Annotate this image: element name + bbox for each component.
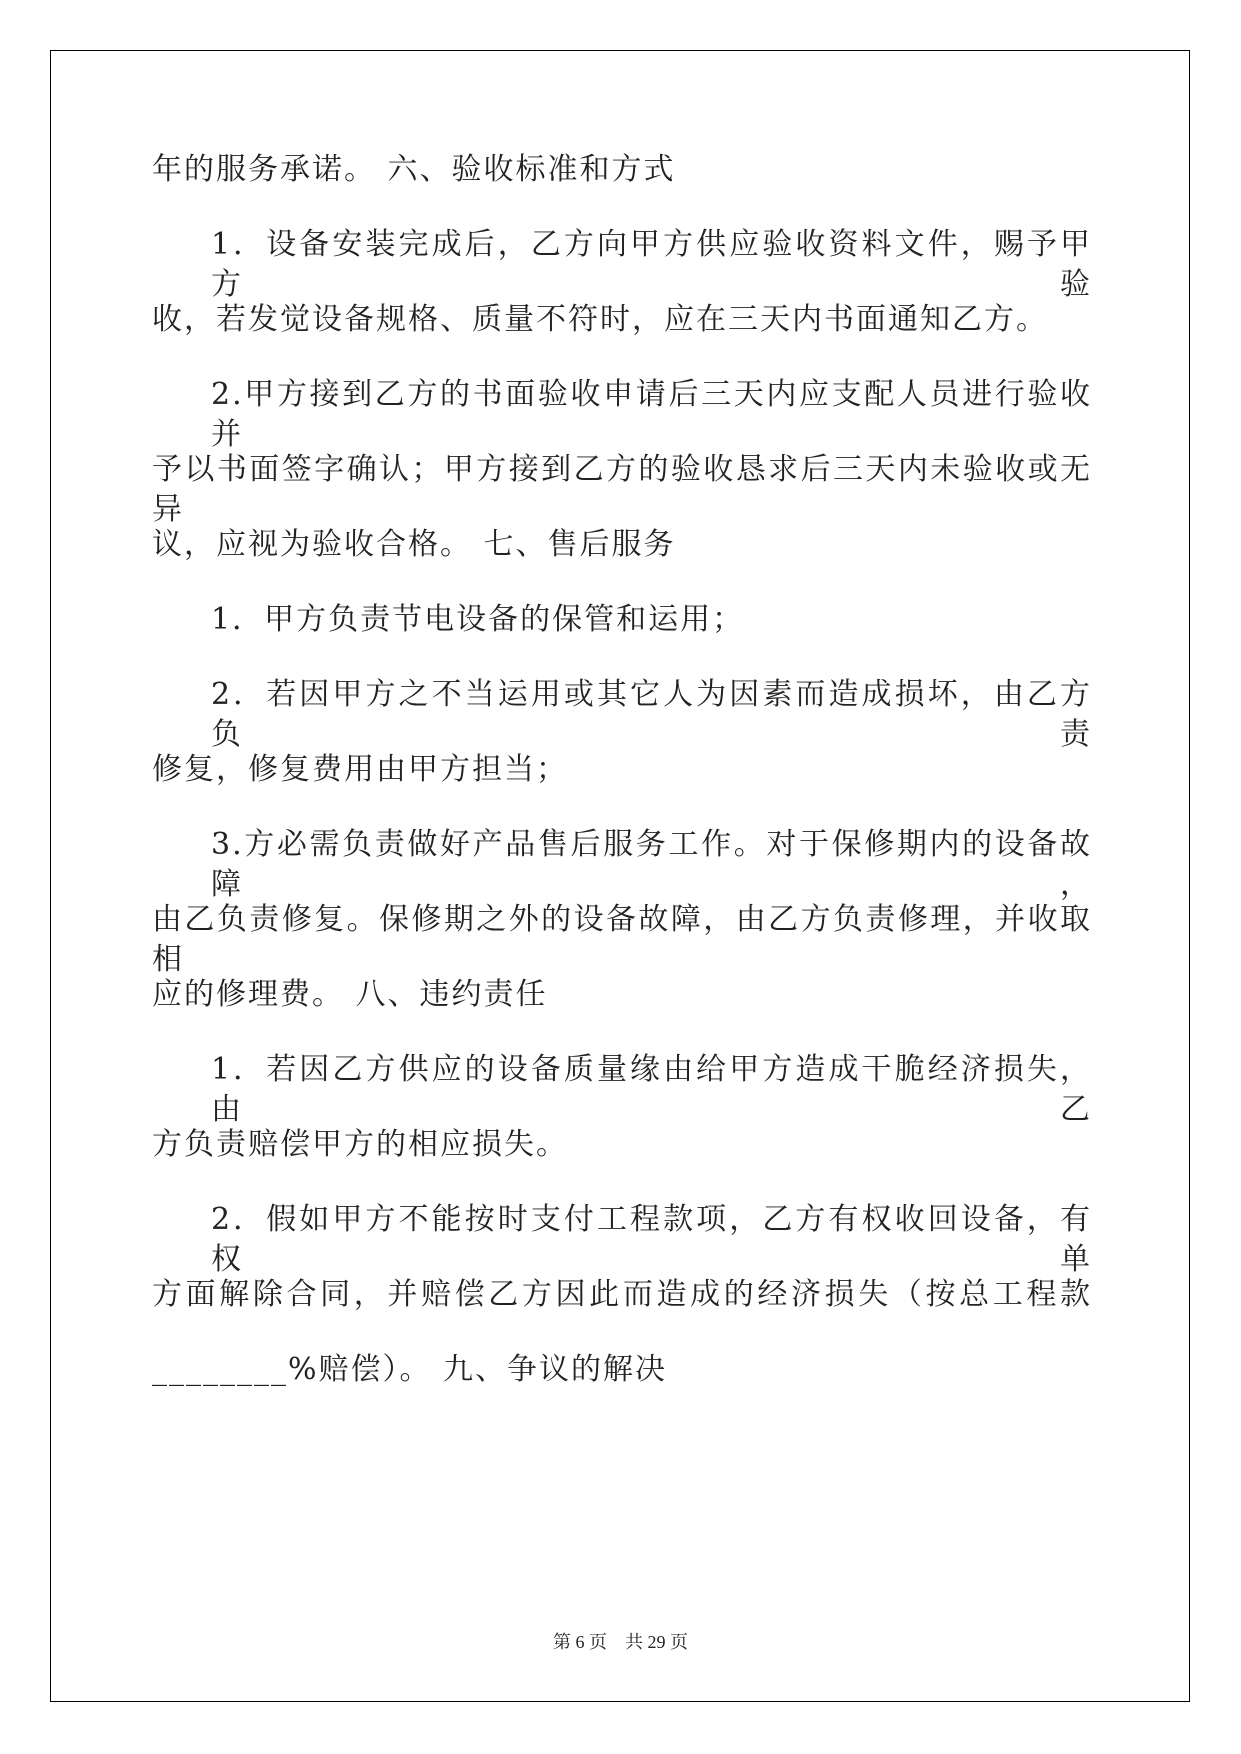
text-line: ________%赔偿）。 九、争议的解决 — [152, 1352, 668, 1387]
text-line: 方面解除合同，并赔偿乙方因此而造成的经济损失（按总工程款 — [152, 1277, 1092, 1312]
text-line: 收，若发觉设备规格、质量不符时，应在三天内书面通知乙方。 — [152, 302, 1048, 337]
text-line: 3.方必需负责做好产品售后服务工作。对于保修期内的设备故障， — [211, 827, 1092, 902]
text-line: 方负责赔偿甲方的相应损失。 — [152, 1127, 568, 1162]
text-line: 应的修理费。 八、违约责任 — [152, 977, 548, 1012]
text-line: 2．假如甲方不能按时支付工程款项，乙方有权收回设备，有权单 — [211, 1202, 1092, 1277]
total-pages: 共 29 页 — [625, 1632, 688, 1652]
text-line: 年的服务承诺。 六、验收标准和方式 — [152, 152, 676, 187]
text-line: 议，应视为验收合格。 七、售后服务 — [152, 527, 676, 562]
text-line: 1．甲方负责节电设备的保管和运用； — [211, 602, 745, 637]
text-line: 2.甲方接到乙方的书面验收申请后三天内应支配人员进行验收并 — [211, 377, 1092, 452]
text-line: 修复，修复费用由甲方担当； — [152, 752, 568, 787]
text-line: 由乙负责修复。保修期之外的设备故障，由乙方负责修理，并收取相 — [152, 902, 1092, 977]
text-line: 1．设备安装完成后，乙方向甲方供应验收资料文件，赐予甲方验 — [211, 227, 1092, 302]
text-line: 1．若因乙方供应的设备质量缘由给甲方造成干脆经济损失，由乙 — [211, 1052, 1092, 1127]
text-line: 2．若因甲方之不当运用或其它人为因素而造成损坏，由乙方负责 — [211, 677, 1092, 752]
page-number: 第 6 页 — [553, 1632, 607, 1652]
text-line: 予以书面签字确认；甲方接到乙方的验收恳求后三天内未验收或无异 — [152, 452, 1092, 527]
page-footer — [0, 1628, 1241, 1654]
